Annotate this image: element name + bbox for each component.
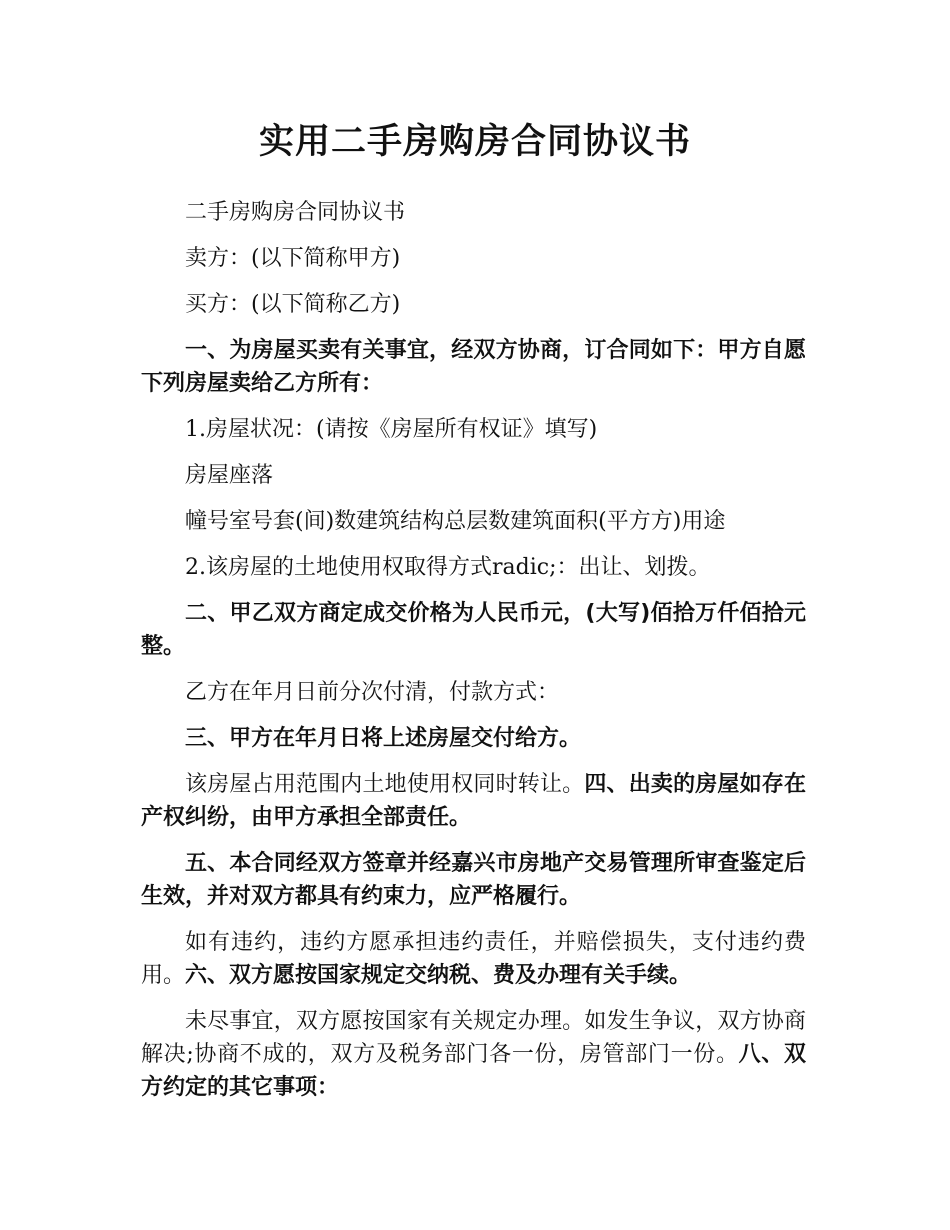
clause-text: 三、甲方在年月日将上述房屋交付给方。	[185, 726, 582, 751]
clause-2	[141, 597, 806, 663]
paragraph-text: 未尽事宜，双方愿按国家有关规定办理。如发生争议，双方协商解决;协商不成的，双方及税务部门各一份，房管部门一份。	[141, 1009, 806, 1067]
document-title: 实用二手房购房合同协议书	[258, 122, 691, 162]
paragraph-text: 2.该房屋的土地使用权取得方式radic;：出让、划拨。	[185, 555, 711, 580]
clause-8-text: 八、双方约定的其它事项：	[141, 1042, 806, 1100]
clause-3	[141, 722, 806, 755]
paragraph-building-info	[141, 505, 806, 538]
paragraph-text: 二手房购房合同协议书	[185, 200, 406, 225]
paragraph-heading	[141, 196, 806, 229]
clause-6-text: 六、双方愿按国家规定交纳税、费及办理有关手续。	[185, 963, 692, 988]
clause-1	[141, 334, 806, 400]
clause-5	[141, 847, 806, 913]
paragraph-text: 买方：(以下简称乙方)	[185, 292, 401, 317]
paragraph-text: 卖方：(以下简称甲方)	[185, 246, 401, 271]
clause-text: 五、本合同经双方签章并经嘉兴市房地产交易管理所审查鉴定后生效，并对双方都具有约束力，应严格履行。	[141, 851, 806, 909]
clause-text: 二、甲乙双方商定成交价格为人民币元，(大写)佰拾万仟佰拾元整。	[141, 601, 806, 659]
paragraph-location	[141, 459, 806, 492]
paragraph-text: 如有违约，违约方愿承担违约责任，并赔偿损失，支付违约费用。	[141, 930, 806, 988]
paragraph-payment	[141, 676, 806, 709]
paragraph-disputes	[141, 1005, 806, 1104]
document-body	[141, 196, 806, 1117]
paragraph-text: 乙方在年月日前分次付清，付款方式：	[185, 680, 560, 705]
paragraph-buyer	[141, 288, 806, 321]
paragraph-breach	[141, 926, 806, 992]
paragraph-land-transfer	[141, 768, 806, 834]
clause-4-text: 四、出卖的房屋如存在产权纠纷，由甲方承担全部责任。	[141, 772, 806, 830]
paragraph-text: 该房屋占用范围内土地使用权同时转让。	[185, 772, 585, 797]
clause-text: 一、为房屋买卖有关事宜，经双方协商，订合同如下：甲方自愿下列房屋卖给乙方所有：	[141, 338, 806, 396]
paragraph-text: 幢号室号套(间)数建筑结构总层数建筑面积(平方方)用途	[185, 509, 726, 534]
paragraph-house-status	[141, 413, 806, 446]
paragraph-land-use	[141, 551, 806, 584]
paragraph-seller	[141, 242, 806, 275]
paragraph-text: 房屋座落	[185, 463, 274, 488]
paragraph-text: 1.房屋状况：(请按《房屋所有权证》填写)	[185, 417, 598, 442]
